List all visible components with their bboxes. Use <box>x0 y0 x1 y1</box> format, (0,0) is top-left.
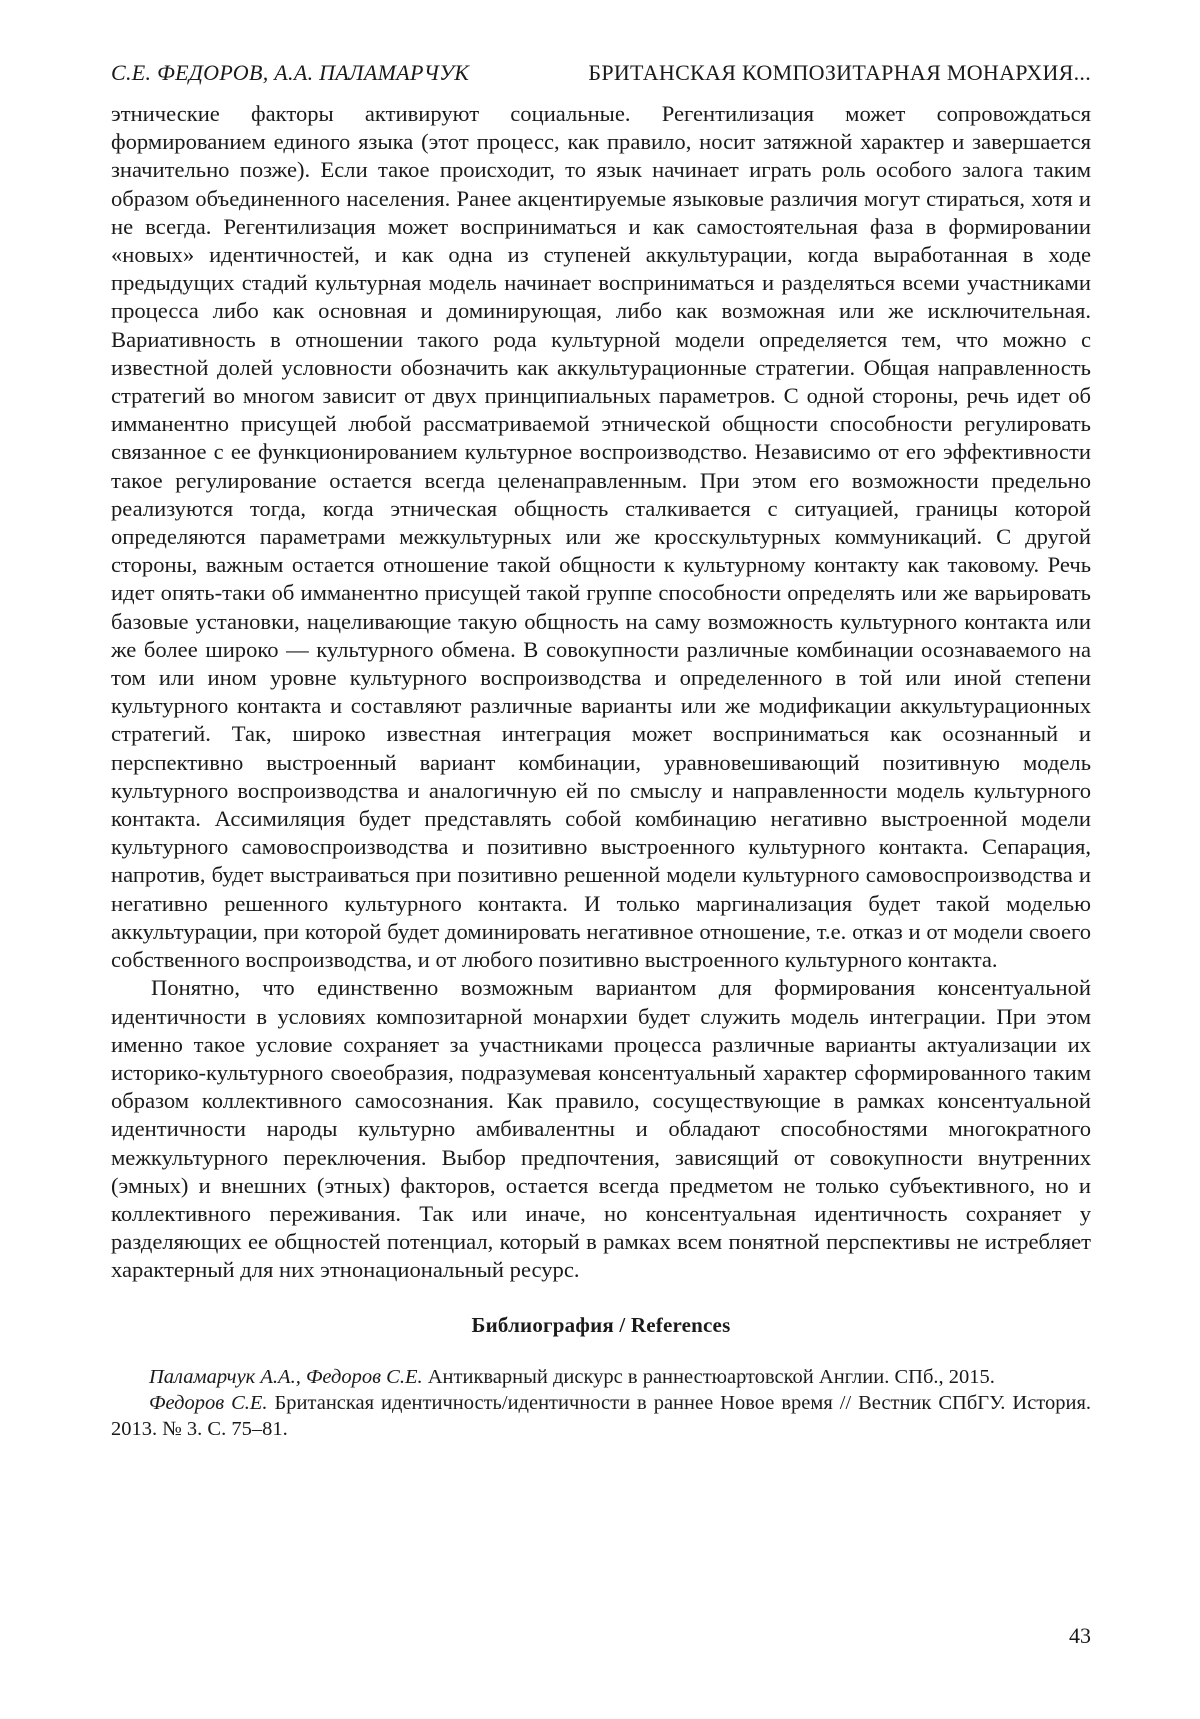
bibliography-list <box>111 1364 1091 1442</box>
page-number: 43 <box>1069 1623 1091 1649</box>
running-head-title: БРИТАНСКАЯ КОМПОЗИТАРНАЯ МОНАРХИЯ... <box>588 60 1091 86</box>
bibliography-entry-authors: Паламарчук А.А., Федоров С.Е. <box>149 1366 423 1388</box>
paragraph: этнические факторы активируют социальные. Регентилизация может сопровождаться формированием единого языка (этот процесс, как правило, носит затяжной характер и завершается значительно позже). Если такое происходит, то язык начинает играть роль особого залога таким образом объединенного населения. Ранее акцентируемые языковые различия могут стираться, хотя и не всегда. Регентилизация может восприниматься и как самостоятельная фаза в формировании «новых» идентичностей, и как одна из ступеней аккультурации, когда выработанная в ходе предыдущих стадий культурная модель начинает восприниматься и разделяться всеми участниками процесса либо как основная и доминирующая, либо как возможная или же исключительная. Вариативность в отношении такого рода культурной модели определяется тем, что можно с известной долей условности обозначить как аккультурационные стратегии. Общая направленность стратегий во многом зависит от двух принципиальных параметров. С одной стороны, речь идет об имманентно присущей любой рассматриваемой этнической общности способности регулировать связанное с ее функционированием культурное воспроизводство. Независимо от его эффективности такое регулирование остается всегда целенаправленным. При этом его возможности предельно реализуются тогда, когда этническая общность сталкивается с ситуацией, границы которой определяются параметрами межкультурных или же кросскультурных коммуникаций. С другой стороны, важным остается отношение такой общности к культурному контакту как таковому. Речь идет опять-таки об имманентно присущей такой группе способности определять или же варьировать базовые установки, нацеливающие такую общность на саму возможность культурного контакта или же более широко — культурного обмена. В совокупности различные комбинации осознаваемого на том или ином уровне культурного воспроизводства и определенного в той или иной степени культурного контакта и составляют различные варианты или же модификации аккультурационных стратегий. Так, широко известная интеграция может восприниматься как осознанный и перспективно выстроенный вариант комбинации, уравновешивающий позитивную модель культурного воспроизводства и аналогичную ей по смыслу и направленности модель культурного контакта. Ассимиляция будет представлять собой комбинацию негативно выстроенной модели культурного самовоспроизводства и позитивно выстроенного культурного контакта. Сепарация, напротив, будет выстраиваться при позитивно решенной модели культурного самовоспроизводства и негативно решенного культурного контакта. И только маргинализация будет такой моделью аккультурации, при которой будет доминировать негативное отношение, т.е. отказ и от модели своего собственного воспроизводства, и от любого позитивно выстроенного культурного контакта. <box>111 100 1091 974</box>
bibliography-entry <box>111 1390 1091 1442</box>
bibliography-entry-text: Британская идентичность/идентичности в раннее Новое время // Вестник СПбГУ. История. 2013. № 3. С. 75–81. <box>111 1392 1091 1440</box>
bibliography-entry-authors: Федоров С.Е. <box>149 1392 268 1414</box>
running-head-authors: С.Е. ФЕДОРОВ, А.А. ПАЛАМАРЧУК <box>111 60 469 86</box>
running-head <box>111 60 1091 86</box>
paragraph: Понятно, что единственно возможным вариантом для формирования консентуальной идентичности в условиях композитарной монархии будет служить модель интеграции. При этом именно такое условие сохраняет за участниками процесса различные варианты актуализации их историко-культурного своеобразия, подразумевая консентуальный характер сформированного таким образом коллективного самосознания. Как правило, сосуществующие в рамках консентуальной идентичности народы культурно амбивалентны и обладают способностями многократного межкультурного переключения. Выбор предпочтения, зависящий от совокупности внутренних (эмных) и внешних (этных) факторов, остается всегда предметом не только субъективного, но и коллективного переживания. Так или иначе, но консентуальная идентичность сохраняет у разделяющих ее общностей потенциал, который в рамках всем понятной перспективы не истребляет характерный для них этнонациональный ресурс. <box>111 974 1091 1284</box>
body-text <box>111 100 1091 1285</box>
bibliography-heading: Библиография / References <box>111 1313 1091 1338</box>
bibliography-entry-text: Антикварный дискурс в раннестюартовской Англии. СПб., 2015. <box>428 1366 995 1388</box>
page <box>111 60 1091 1442</box>
bibliography-entry <box>111 1364 1091 1390</box>
